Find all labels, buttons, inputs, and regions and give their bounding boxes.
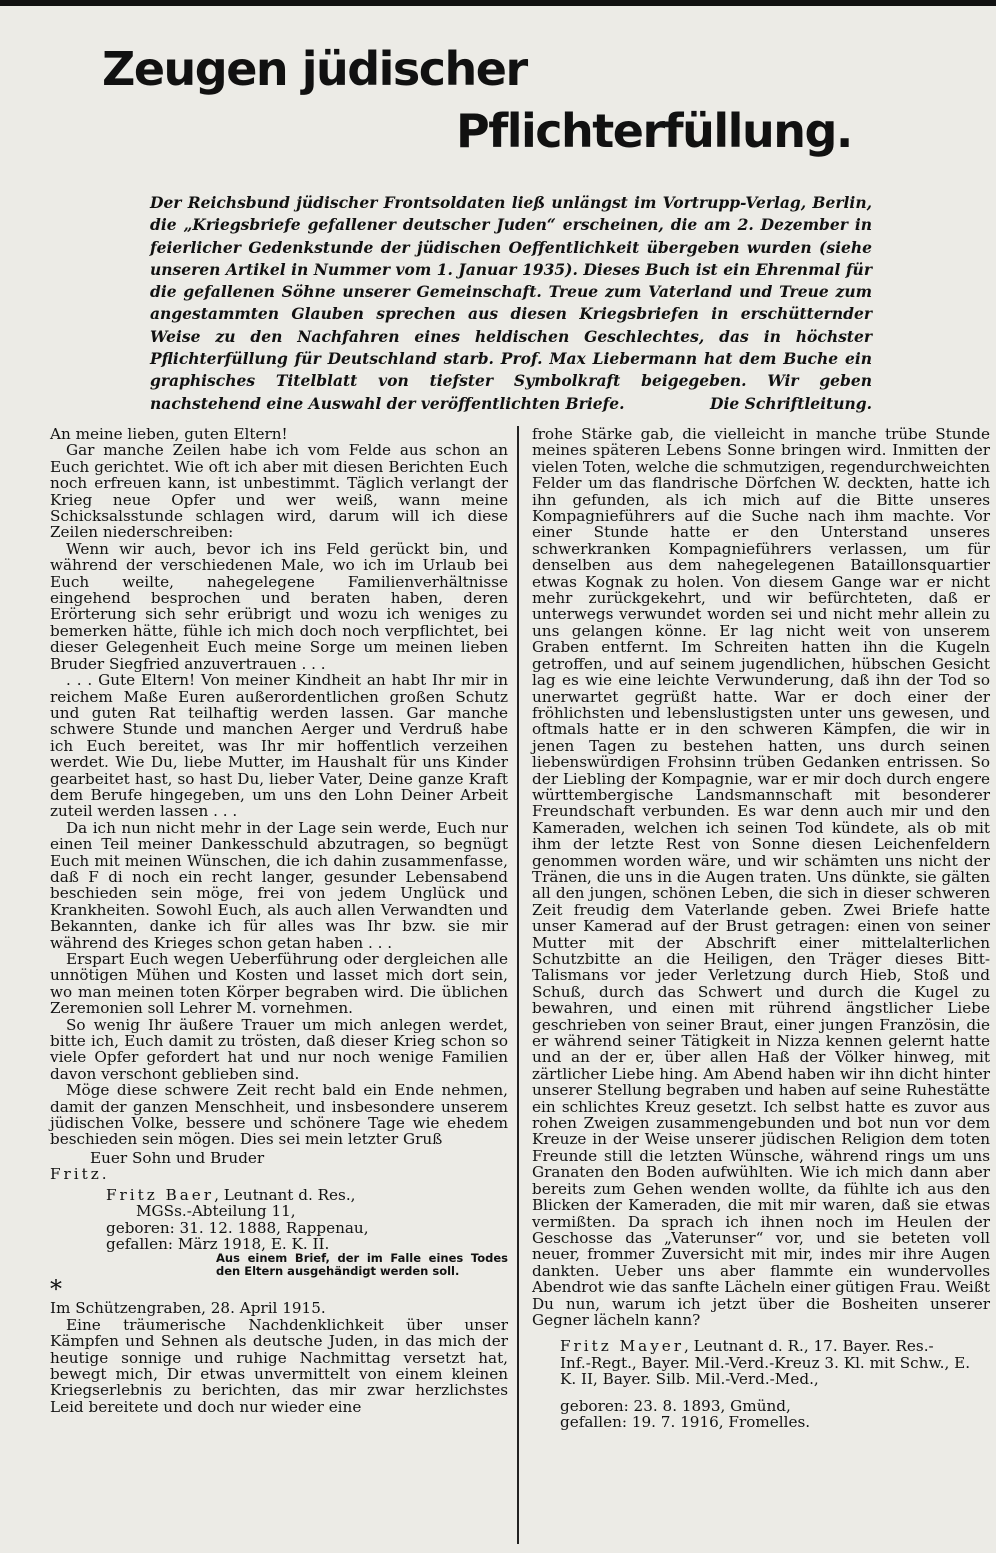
intro-paragraph <box>150 192 872 415</box>
author-born: geboren: 31. 12. 1888, Rappenau, <box>106 1218 369 1237</box>
author-info-2 <box>532 1338 990 1430</box>
author-rank: , Leutnant d. Res., <box>214 1185 356 1204</box>
left-column <box>50 426 508 1415</box>
intro-text: Der Reichsbund jüdischer Frontsoldaten ließ unlängst im Vortrupp-Verlag, Berlin, die „Kriegsbriefe gefallener deutscher Juden“ erscheinen, die am 2. Dezember in feierlicher Gedenkstunde der jüdischen Oeffentlichkeit übergeben wurden (siehe unseren Artikel in Nummer vom 1. Januar 1935). Dieses Buch ist ein Ehrenmal für die gefallenen Söhne unserer Gemeinschaft. Treue zum Vaterland und Treue zum angestammten Glauben sprechen aus diesen Kriegsbriefen in erschütternder Weise zu den Nachfahren eines heldischen Geschlechtes, das in höchster Pflichterfüllung für Deutschland starb. Prof. Max Liebermann hat dem Buche ein graphisches Titelblatt von tiefster Symbolkraft beigegeben. Wir geben nachstehend eine Auswahl der veröffentlichten Briefe. <box>150 193 872 413</box>
letter-paragraph-continued: frohe Stärke gab, die vielleicht in manche trübe Stunde meines späteren Lebens Sonne bringen wird. Inmitten der vielen Toten, welche die schmutzigen, regendurchweichten Felder um das flandrische Dörfchen W. deckten, hatte ich ihn gefunden, als ich mich auf die Bitte unseres Kompagnieführers auf die Suche nach ihm machte. Vor einer Stunde hatte er den Unterstand unseres schwerkranken Kompagnieführers verlassen, um für denselben aus dem nahegelegenen Bataillonsquartier etwas Kognak zu holen. Von diesem Gange war er nicht mehr zurückgekehrt, und wir befürchteten, daß er unterwegs verwundet worden sei und nicht mehr allein zu uns gelangen könne. Er lag nicht weit von unserem Graben entfernt. Im Schreiten hatten ihn die Kugeln getroffen, und auf seinem jugendlichen, hübschen Gesicht lag es wie eine leichte Verwunderung, daß ihn der Tod so unerwartet gegrüßt hatte. War er doch einer der fröhlichsten und lebenslustigsten unter uns gewesen, und oftmals hatte er in den schweren Kämpfen, die wir in jenen Tagen zu bestehen hatten, uns durch seinen liebenswürdigen Frohsinn trüben Gedanken entrissen. So der Liebling der Kompagnie, war er mir doch durch engere württembergische Landsmannschaft mit besonderer Freundschaft verbunden. Es war denn auch mir und den Kameraden, welchen ich seinen Tod kündete, als ob mit ihm der letzte Rest von Sonne diesen Leichenfeldern genommen worden wäre, und wir schämten uns nicht der Tränen, die uns in die Augen traten. Uns dünkte, sie gälten all den jungen, schönen Leben, die sich in dieser schweren Zeit freudig dem Vaterlande geben. Zwei Briefe hatte unser Kamerad auf der Brust getragen: einen von seiner Mutter mit der Abschrift einer mittelalterlichen Schutzbitte an die Heiligen, den Träger dieses Bitt-Talismans vor jeder Verletzung durch Hieb, Stoß und Schuß, durch das Schwert und durch die Kugel zu bewahren, und einen mit rührend ängstlicher Liebe geschrieben von seiner Braut, einer jungen Französin, die er während seiner Tätigkeit in Nizza kennen gelernt hatte und an der er, über allen Haß der Völker hinweg, mit zärtlicher Liebe hing. Am Abend haben wir ihn dicht hinter unserer Stellung begraben und haben auf seine Ruhestätte ein schlichtes Kreuz gesetzt. Ich selbst hatte es zuvor aus rohen Zweigen zusammengebunden und bot nun vor dem Kreuze in der Weise unserer jüdischen Religion dem toten Freunde still die letzten Wünsche, während rings um uns Granaten den Boden aufwühlten. Wie ich mich dann aber bereits zum Gehen wenden wollte, da fühlte ich aus den Blicken der Kameraden, die mit mir waren, daß sie etwas vermißten. Da sprach ich ihnen noch im Heulen der Geschosse das „Vaterunser“ vor, und sie beteten voll neuer, frommer Zuversicht mit mir, indes mir ihre Augen dankten. Ueber uns aber flammte ein wundervolles Abendrot wie das sanfte Lächeln einer gütigen Frau. Weißt Du nun, warum ich jetzt über die Bosheiten unserer Gegner lächeln kann? <box>532 425 991 1329</box>
author-fallen: gefallen: 19. 7. 1916, Fromelles. <box>560 1412 811 1431</box>
letter-paragraph: So wenig Ihr äußere Trauer um mich anlegen werdet, bitte ich, Euch damit zu trösten, daß dieser Krieg schon so viele Opfer gefordert hat und nur noch wenige Familien davon verschont geblieben sind. <box>50 1015 508 1083</box>
author-rank: , Leutnant d. R., 17. Bayer. Res.- <box>684 1337 934 1356</box>
letter-note: Aus einem Brief, der im Falle eines Todes den Eltern ausgehändigt werden soll. <box>216 1251 508 1279</box>
letter-paragraph: Da ich nun nicht mehr in der Lage sein werde, Euch nur einen Teil meiner Dankesschuld abzutragen, so begnügt Euch mit meinen Wünschen, die ich dahin zusammenfasse, daß F di noch ein recht langer, gesunder Lebensabend beschieden sein möge, frei von jedem Unglück und Krankheiten. Sowohl Euch, als auch allen Verwandten und Bekannten, danke ich für alles was Ihr bzw. sie mir während des Krieges schon getan haben . . . <box>50 818 508 952</box>
top-rule <box>0 0 996 6</box>
letter-location-date: Im Schützengraben, 28. April 1915. <box>50 1299 326 1318</box>
separator-star: * <box>50 1275 62 1304</box>
right-column <box>532 426 990 1430</box>
author-fallen: gefallen: März 1918, E. K. II. <box>106 1234 330 1253</box>
author-unit: Inf.-Regt., Bayer. Mil.-Verd.-Kreuz 3. Kl. mit Schw., E. K. II, Bayer. Silb. Mil.-Verd.-Med., <box>560 1353 971 1389</box>
headline-line-2: Pflichterfüllung. <box>456 104 852 158</box>
author-name: Fritz Baer <box>106 1185 215 1204</box>
headline-line-1: Zeugen jüdischer <box>102 42 527 96</box>
letter-paragraph: Erspart Euch wegen Ueberführung oder dergleichen alle unnötigen Mühen und Kosten und lasset mich dort sein, wo man meinen toten Körper begraben wird. Die üblichen Zeremonien soll Lehrer M. vornehmen. <box>50 950 508 1018</box>
letter-paragraph: Gar manche Zeilen habe ich vom Felde aus schon an Euch gerichtet. Wie oft ich aber mit diesen Berichten Euch noch erfreuen kann, ist unbestimmt. Täglich verlangt der Krieg neue Opfer und wer weiß, wann meine Schicksalsstunde schlagen wird, darum will ich diese Zeilen niederschreiben: <box>50 441 508 542</box>
author-name: Fritz Mayer <box>560 1337 685 1356</box>
author-unit: MGSs.-Abteilung 11, <box>136 1202 296 1221</box>
author-born: geboren: 23. 8. 1893, Gmünd, <box>560 1396 791 1415</box>
letter-paragraph: . . . Gute Eltern! Von meiner Kindheit an habt Ihr mir in reichem Maße Euren außerordentlichen großen Schutz und guten Rat teilhaftig werden lassen. Gar manche schwere Stunde und manchen Aerger und Verdruß habe ich Euch bereitet, was Ihr mir hoffentlich verzeihen werdet. Wie Du, liebe Mutter, im Haushalt für uns Kinder gearbeitet hast, so hast Du, lieber Vater, Deine ganze Kraft dem Berufe hingegeben, um uns den Lohn Deiner Arbeit zuteil werden lassen . . . <box>50 671 508 821</box>
letter-closing: Euer Sohn und Bruder <box>90 1148 265 1167</box>
intro-signature: Die Schriftleitung. <box>710 393 872 413</box>
letter-paragraph: Eine träumerische Nachdenklichkeit über unser Kämpfen und Sehnen als deutsche Juden, in das mich der heutige sonnige und ruhige Nachmittag versetzt hat, bewegt mich, Dir etwas unvermittelt von einem kleinen Kriegserlebnis zu berichten, das mir zwar herzlichstes Leid bereitete und doch nur wieder eine <box>50 1315 508 1416</box>
letter-signature: Fritz. <box>50 1165 110 1184</box>
column-divider <box>517 426 519 1544</box>
letter-paragraph: Wenn wir auch, bevor ich ins Feld gerückt bin, und während der verschiedenen Male, wo ich im Urlaub bei Euch weilte, nahegelegene Familienverhältnisse eingehend besprochen und beraten haben, deren Erörterung sich sehr erübrigt und wozu ich weniges zu bemerken hätte, fühle ich mich doch noch verpflichtet, bei dieser Gelegenheit Euch meine Sorge um meinen lieben Bruder Siegfried anzuvertrauen . . . <box>50 539 508 673</box>
author-info-1 <box>50 1187 508 1253</box>
letter-greeting: An meine lieben, guten Eltern! <box>50 425 288 443</box>
letter-paragraph: Möge diese schwere Zeit recht bald ein Ende nehmen, damit der ganzen Menschheit, und insbesondere unserem jüdischen Volke, bessere und schönere Tage wie ehedem beschieden sein mögen. Dies sei mein letzter Gruß <box>50 1081 508 1149</box>
headline <box>100 38 960 162</box>
